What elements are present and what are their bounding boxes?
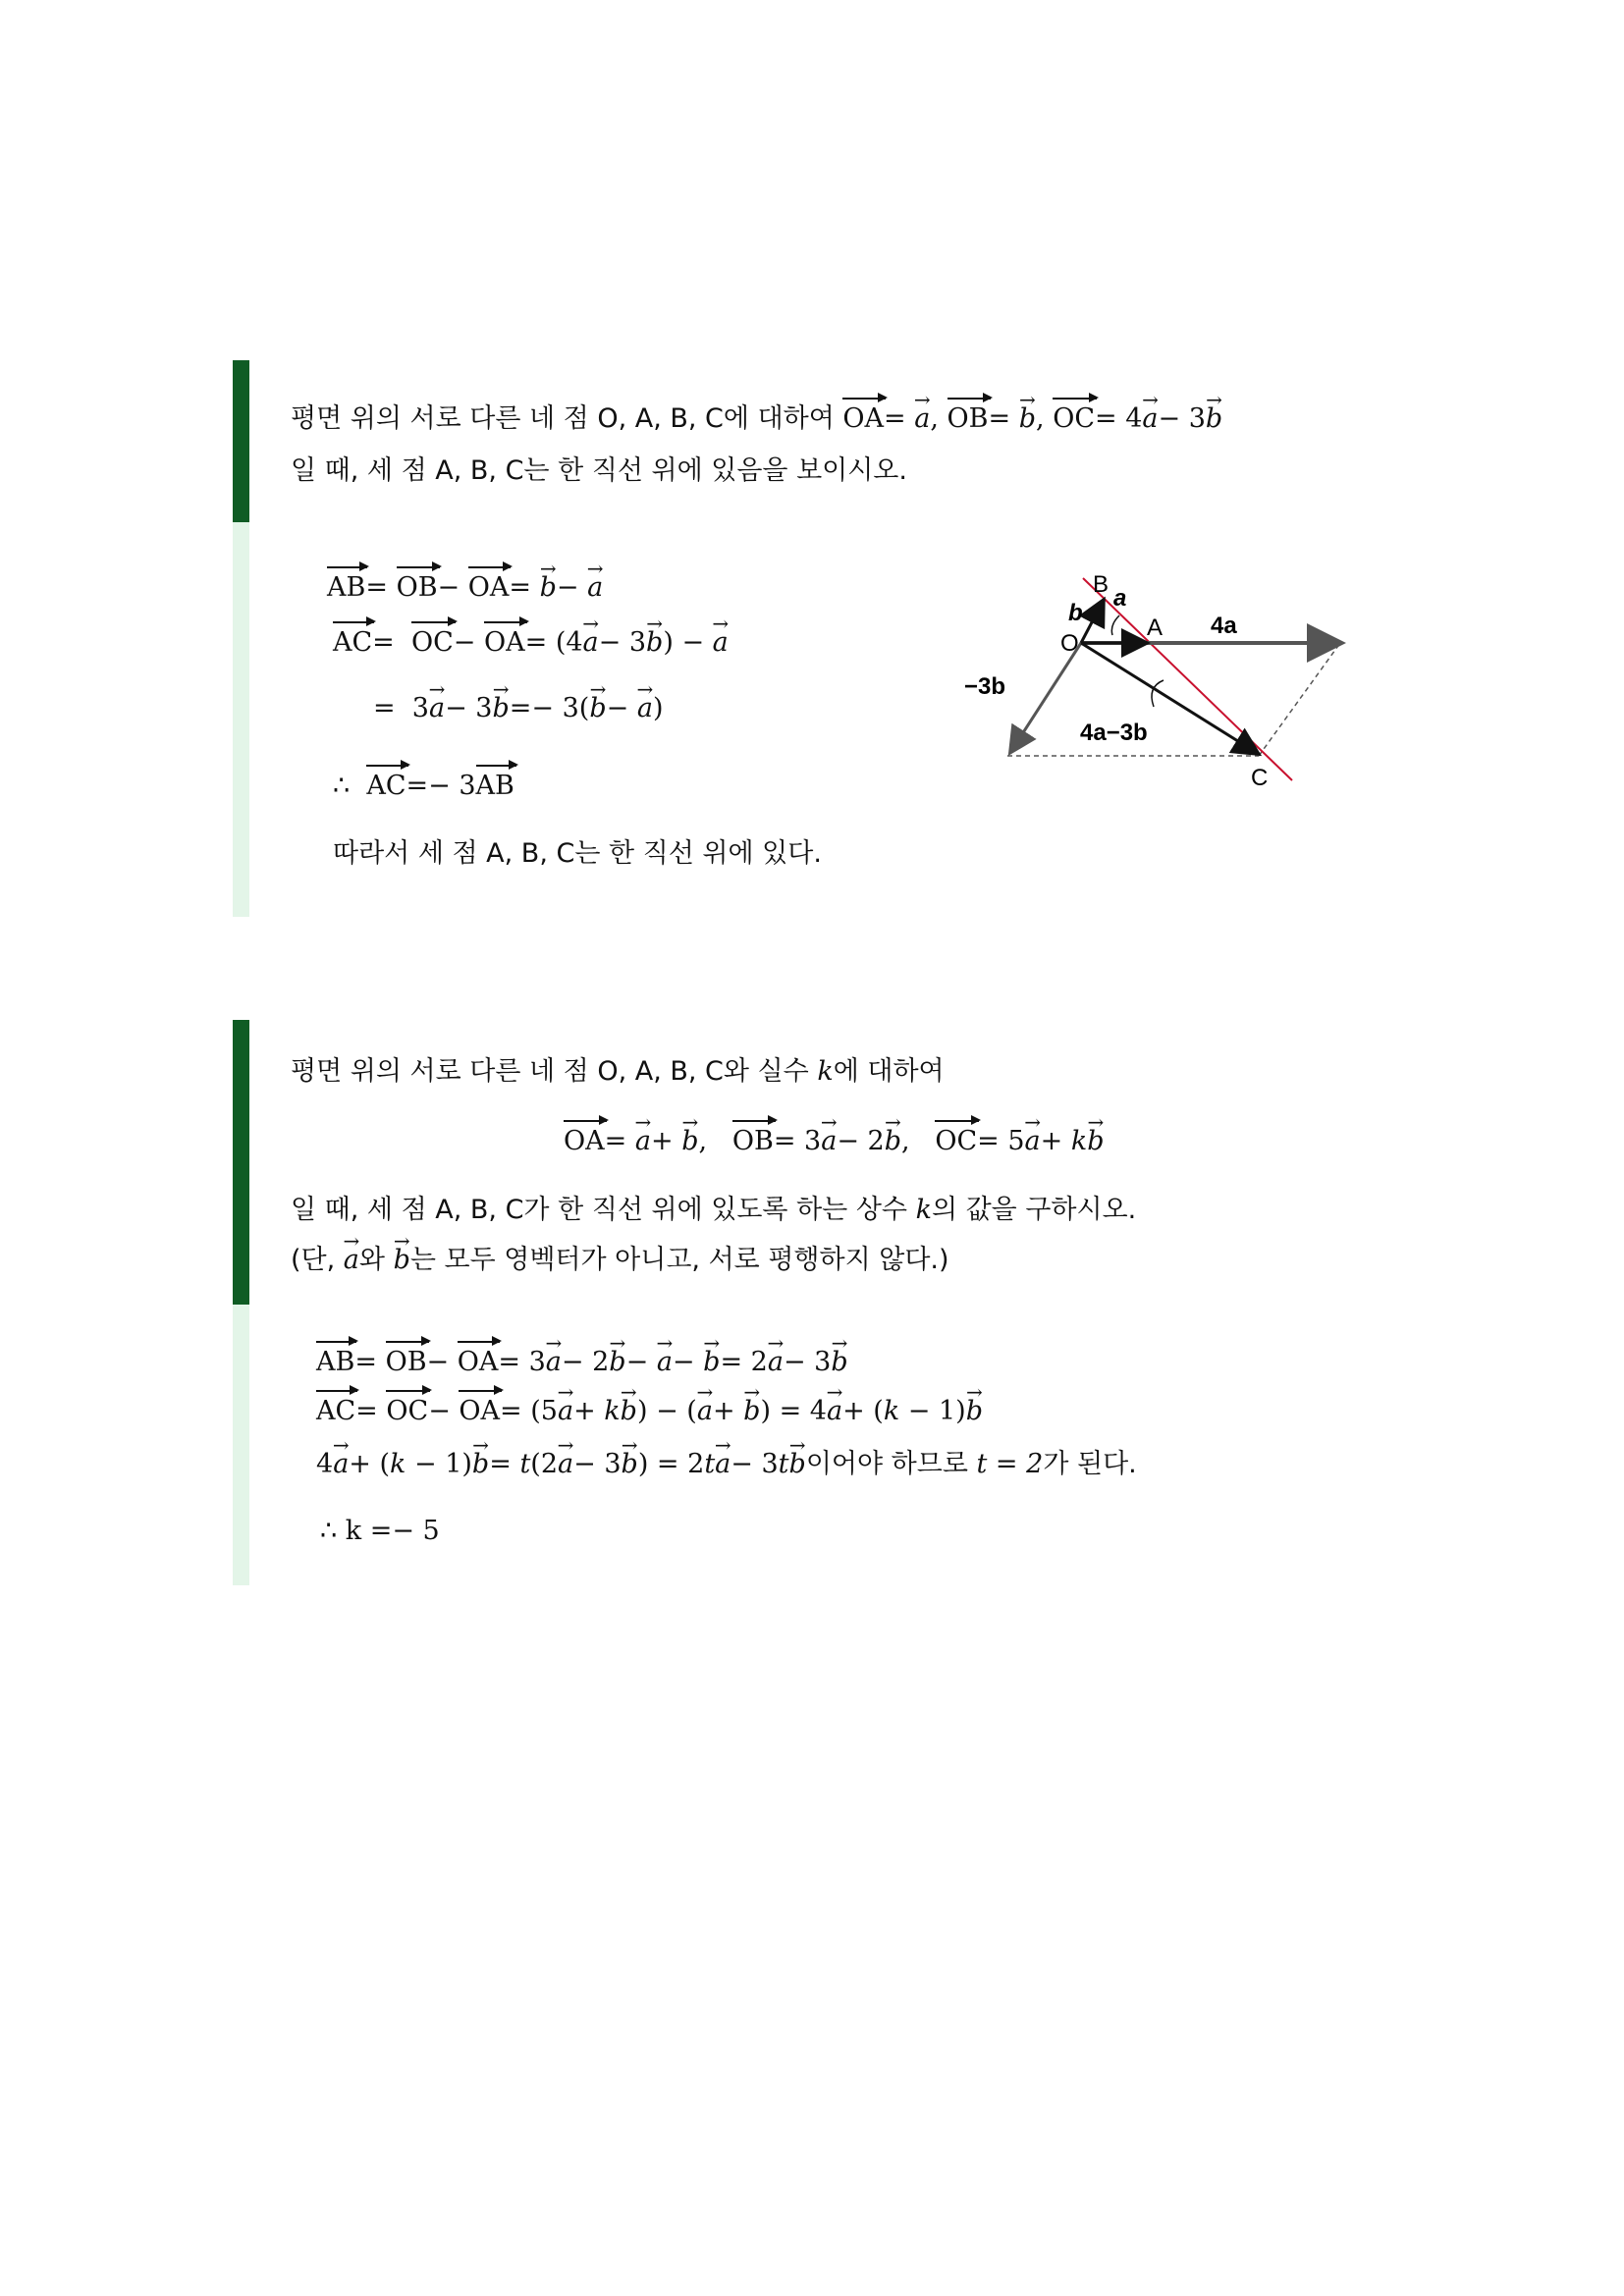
label-A: A bbox=[1147, 614, 1164, 641]
solution-therefore: ∴ AC=− 3AB bbox=[333, 771, 514, 801]
label-4a: 4a bbox=[1211, 613, 1237, 639]
vector-neg-3b bbox=[1011, 643, 1081, 751]
dashed-right bbox=[1259, 643, 1340, 756]
problem-1-question-line-2: 일 때, 세 점 A, B, C는 한 직선 위에 있음을 보이시오. bbox=[291, 455, 907, 486]
pointer-a bbox=[1111, 615, 1119, 635]
solution-bar bbox=[233, 522, 249, 917]
problem-2-question-line-1: 평면 위의 서로 다른 네 점 O, A, B, C와 실수 k에 대하여 bbox=[291, 1056, 945, 1087]
problem-1-question-line-1 bbox=[291, 402, 1222, 436]
solution-bar bbox=[233, 1305, 249, 1585]
solution-ac: AC= OC− OA= (4→ a− 3→ b) − → a bbox=[333, 626, 729, 660]
solution-2-ac: AC= OC− OA= (5→ a+ k→ b) − (→ a+ → b) = 4→ a+ (k − 1)→ b bbox=[316, 1395, 983, 1428]
solution-2-ab: AB= OB− OA= 3→ a− 2→ b− → a− → b= 2→ a− 3→ b bbox=[316, 1346, 848, 1379]
label-B: B bbox=[1093, 571, 1110, 598]
vector-figure bbox=[962, 564, 1355, 795]
vector-b bbox=[1081, 602, 1103, 643]
problem-2-given-vectors: OA= → a+ → b, OB= 3→ a− 2→ b, OC= 5→ a+ k→ b bbox=[564, 1125, 1105, 1158]
question-bar bbox=[233, 360, 249, 522]
label-4a-3b: 4a−3b bbox=[1080, 720, 1148, 746]
label-neg-3b: −3b bbox=[964, 673, 1006, 700]
solution-2-answer: ∴ k =− 5 bbox=[320, 1516, 440, 1546]
solution-ab: AB= OB− OA= → b− → a bbox=[327, 571, 603, 605]
label-O: O bbox=[1060, 630, 1079, 657]
given-vectors: OA= → a, OB= → b, OC= 4→ a− 3→ b bbox=[842, 403, 1222, 434]
label-a: a bbox=[1113, 585, 1127, 612]
label-C: C bbox=[1251, 765, 1269, 791]
solution-2-relation: 4→ a+ (k − 1)→ b= t(2→ a− 3→ b) = 2t→ a− 3t→ b이어야 하므로 t = 2가 된다. bbox=[316, 1448, 1137, 1481]
question-text: 평면 위의 서로 다른 네 점 O, A, B, C에 대하여 bbox=[291, 403, 843, 434]
problem-2-question-line-4: (단, → a와 → b는 모두 영벡터가 아니고, 서로 평행하지 않다.) bbox=[291, 1244, 949, 1277]
question-bar bbox=[233, 1020, 249, 1305]
solution-conclusion: 따라서 세 점 A, B, C는 한 직선 위에 있다. bbox=[333, 838, 822, 869]
problem-2-question-line-3: 일 때, 세 점 A, B, C가 한 직선 위에 있도록 하는 상수 k의 값을 구하시오. bbox=[291, 1195, 1137, 1225]
label-b: b bbox=[1068, 600, 1083, 626]
solution-ac-simplified: = 3→ a− 3→ b=− 3(→ b− → a) bbox=[373, 692, 663, 725]
